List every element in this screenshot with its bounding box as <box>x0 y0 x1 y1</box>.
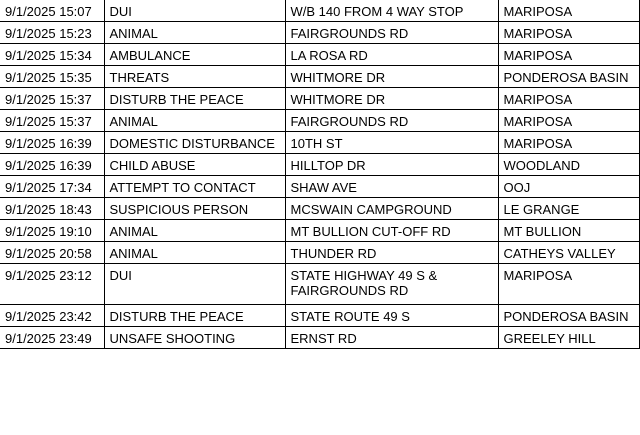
datetime-cell: 9/1/2025 23:42 <box>0 305 104 327</box>
type-cell: ANIMAL <box>104 220 285 242</box>
area-cell: MT BULLION <box>498 220 639 242</box>
area-cell: LE GRANGE <box>498 198 639 220</box>
area-cell: PONDEROSA BASIN <box>498 305 639 327</box>
area-cell: WOODLAND <box>498 154 639 176</box>
area-cell: PONDEROSA BASIN <box>498 66 639 88</box>
datetime-cell: 9/1/2025 15:37 <box>0 110 104 132</box>
table-row <box>0 220 639 242</box>
location-cell: STATE ROUTE 49 S <box>285 305 498 327</box>
location-cell: WHITMORE DR <box>285 88 498 110</box>
area-cell: MARIPOSA <box>498 44 639 66</box>
type-cell: ATTEMPT TO CONTACT <box>104 176 285 198</box>
datetime-cell: 9/1/2025 20:58 <box>0 242 104 264</box>
location-cell: LA ROSA RD <box>285 44 498 66</box>
location-cell: FAIRGROUNDS RD <box>285 110 498 132</box>
table-row <box>0 0 639 22</box>
location-cell: WHITMORE DR <box>285 66 498 88</box>
datetime-cell: 9/1/2025 15:23 <box>0 22 104 44</box>
datetime-cell: 9/1/2025 23:12 <box>0 264 104 305</box>
type-cell: SUSPICIOUS PERSON <box>104 198 285 220</box>
table-row <box>0 198 639 220</box>
table-row <box>0 44 639 66</box>
area-cell: CATHEYS VALLEY <box>498 242 639 264</box>
type-cell: ANIMAL <box>104 110 285 132</box>
area-cell: MARIPOSA <box>498 110 639 132</box>
datetime-cell: 9/1/2025 15:34 <box>0 44 104 66</box>
location-cell: HILLTOP DR <box>285 154 498 176</box>
type-cell: ANIMAL <box>104 242 285 264</box>
type-cell: THREATS <box>104 66 285 88</box>
datetime-cell: 9/1/2025 15:37 <box>0 88 104 110</box>
location-cell: THUNDER RD <box>285 242 498 264</box>
table-row <box>0 154 639 176</box>
type-cell: DUI <box>104 264 285 305</box>
type-cell: CHILD ABUSE <box>104 154 285 176</box>
table-row <box>0 176 639 198</box>
type-cell: UNSAFE SHOOTING <box>104 327 285 349</box>
area-cell: MARIPOSA <box>498 88 639 110</box>
type-cell: DISTURB THE PEACE <box>104 305 285 327</box>
area-cell: OOJ <box>498 176 639 198</box>
type-cell: AMBULANCE <box>104 44 285 66</box>
table-row <box>0 110 639 132</box>
table-row <box>0 264 639 305</box>
location-cell: ERNST RD <box>285 327 498 349</box>
location-cell: 10TH ST <box>285 132 498 154</box>
datetime-cell: 9/1/2025 15:35 <box>0 66 104 88</box>
table-row <box>0 66 639 88</box>
datetime-cell: 9/1/2025 16:39 <box>0 132 104 154</box>
location-cell: MCSWAIN CAMPGROUND <box>285 198 498 220</box>
location-cell: W/B 140 FROM 4 WAY STOP <box>285 0 498 22</box>
table-row <box>0 132 639 154</box>
datetime-cell: 9/1/2025 23:49 <box>0 327 104 349</box>
type-cell: DUI <box>104 0 285 22</box>
location-cell: FAIRGROUNDS RD <box>285 22 498 44</box>
location-cell: STATE HIGHWAY 49 S & FAIRGROUNDS RD <box>285 264 498 305</box>
datetime-cell: 9/1/2025 15:07 <box>0 0 104 22</box>
area-cell: MARIPOSA <box>498 132 639 154</box>
area-cell: MARIPOSA <box>498 0 639 22</box>
datetime-cell: 9/1/2025 17:34 <box>0 176 104 198</box>
datetime-cell: 9/1/2025 19:10 <box>0 220 104 242</box>
table-row <box>0 22 639 44</box>
table-row <box>0 88 639 110</box>
datetime-cell: 9/1/2025 18:43 <box>0 198 104 220</box>
area-cell: GREELEY HILL <box>498 327 639 349</box>
area-cell: MARIPOSA <box>498 22 639 44</box>
location-cell: SHAW AVE <box>285 176 498 198</box>
datetime-cell: 9/1/2025 16:39 <box>0 154 104 176</box>
type-cell: ANIMAL <box>104 22 285 44</box>
table-row <box>0 242 639 264</box>
type-cell: DOMESTIC DISTURBANCE <box>104 132 285 154</box>
location-cell: MT BULLION CUT-OFF RD <box>285 220 498 242</box>
area-cell: MARIPOSA <box>498 264 639 305</box>
table-row <box>0 327 639 349</box>
table-row <box>0 305 639 327</box>
type-cell: DISTURB THE PEACE <box>104 88 285 110</box>
